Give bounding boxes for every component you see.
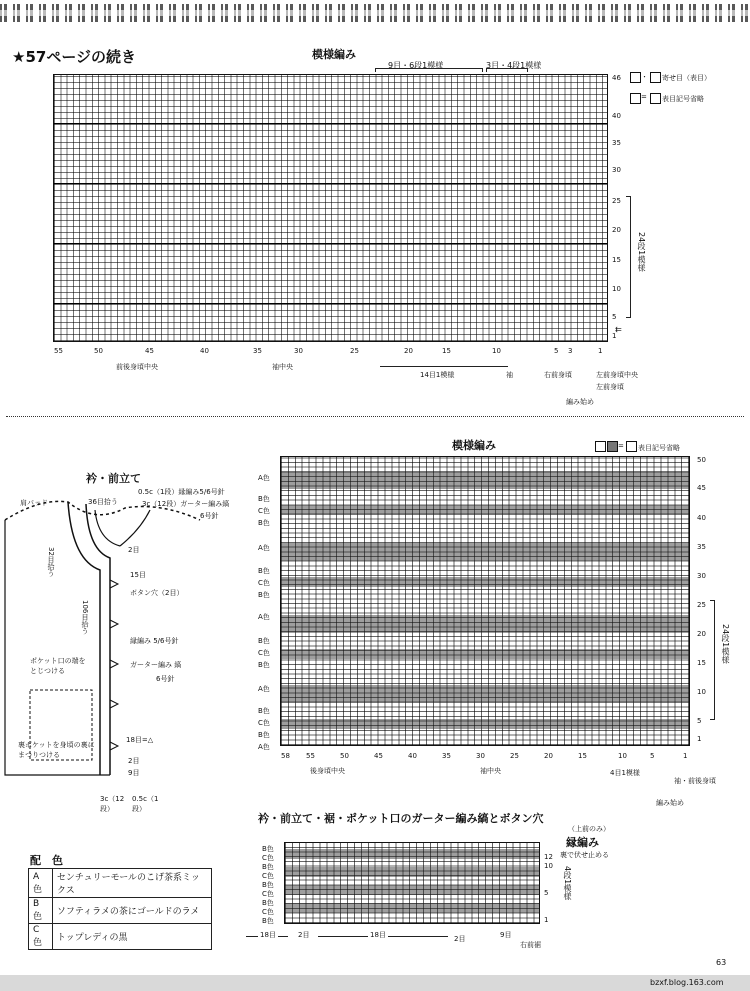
bottom-2-label: 2目 [128,757,140,765]
col-tick: 5 [554,347,559,355]
col-tick: 5 [650,752,655,760]
row-tick: 20 [612,226,621,234]
key-decrease-label: 寄せ目（表目） [662,74,711,82]
repeat-4-label: 4目1模様 [610,769,640,777]
blank-symbol-icon [595,441,606,452]
col-tick: 15 [442,347,451,355]
col-tick: 35 [442,752,451,760]
row-color-label: B色 [258,495,270,503]
pick-32-label: 32目拾う [47,547,55,577]
color-key-title: 配 色 [30,854,63,867]
collar-title: 衿・前立て [86,472,141,485]
needle-6: 6号針 [200,512,219,520]
pick-106-label: 106目拾う [81,600,89,635]
col-tick: 50 [340,752,349,760]
row-color-label: B色 [262,899,274,907]
color-key-table [28,868,212,950]
bottom-05-label: 0.5c（1段） [132,795,159,813]
repeat-label-a: 9目・6段1模様 [388,61,444,70]
col-18a: 18目 [260,931,276,939]
row-color-label: C色 [262,872,274,880]
col-2b: 2目 [454,935,466,943]
row-tick: 10 [697,688,706,696]
row-color-label: B色 [258,591,270,599]
col-tick: 35 [253,347,262,355]
key-omit-label: 表目記号省略 [662,95,704,103]
two-rows-label: 2目 [128,546,140,554]
col-tick: 58 [281,752,290,760]
row-color-label: A色 [258,613,270,621]
decrease-symbol-icon [630,72,641,83]
row-repeat-label-bottom: 4段1模様 [563,866,572,901]
edge-note: 縁編み 5/6号針 [130,637,179,645]
row-color-label: B色 [262,917,274,925]
col-tick: 15 [578,752,587,760]
right-hem-label: 右前裾 [520,941,541,949]
garter-note-3c: 3c（12段）ガーター編み縞 [142,500,230,508]
row-tick: 15 [697,659,706,667]
edge-note-05: 0.5c（1段）縁編み5/6号針 [138,488,225,496]
eighteen-label: 18目=△ [126,736,154,744]
row-tick: 35 [612,139,621,147]
page-heading: ★57ページの続き [12,48,137,66]
row-tick: 35 [697,543,706,551]
row-color-label: B色 [258,731,270,739]
row-color-label: C色 [258,579,270,587]
row-tick: 5 [697,717,702,725]
col-18b: 18目 [370,931,386,939]
repeat-14-label: 14目1模様 [420,371,455,379]
row-tick: 10 [612,285,621,293]
col-tick: 20 [544,752,553,760]
col-tick: 20 [404,347,413,355]
color-key-label: A色 [29,869,53,898]
row-tick: 45 [697,484,706,492]
row-tick: 12 [544,853,553,861]
row-color-label: A色 [258,685,270,693]
knit-symbol-icon [626,441,637,452]
row-tick: 1 [544,916,549,924]
row-color-label: B色 [258,707,270,715]
row-repeat-label-mid: 24段1模様 [721,624,730,664]
repeat-bracket-b [486,68,528,72]
bottom-3c-label: 3c（12段） [100,795,125,813]
col-tick: 10 [492,347,501,355]
row-color-label: B色 [262,863,274,871]
mid-pattern-chart [280,456,690,746]
row-arrow: ⇇ [615,325,622,334]
row-color-label: C色 [262,854,274,862]
decrease-symbol-icon-2 [650,72,661,83]
col-tick: 10 [618,752,627,760]
row-tick: 1 [612,332,617,340]
bottom-garter-chart [284,842,540,924]
bottom-9-label: 9目 [128,769,140,777]
row-repeat-label: 24段1模様 [637,232,646,272]
col-tick: 30 [294,347,303,355]
back-center-label: 後身頃中央 [310,767,345,775]
start-label-mid: 編み始め [656,799,684,807]
buttonhole-label: ボタン穴（2目） [130,589,184,597]
color-key-row [29,898,212,924]
row-color-label: C色 [258,649,270,657]
key-omit-mid: 表目記号省略 [638,444,680,452]
col-tick: 40 [408,752,417,760]
row-tick: 50 [697,456,706,464]
left-front-center-label: 左前身頃中央 [596,371,638,379]
shaded-symbol-icon [607,441,618,452]
right-front-label: 右前身頃 [544,371,572,379]
row-color-label: A色 [258,544,270,552]
row-tick: 25 [612,197,621,205]
col-2a: 2目 [298,931,310,939]
garter-note: ガーター編み 縞 [130,661,182,669]
row-color-label: B色 [258,637,270,645]
col-tick: 1 [683,752,688,760]
repeat-label-b: 3目・4段1模様 [486,61,542,70]
row-color-label: C色 [262,908,274,916]
row-color-label: C色 [258,507,270,515]
page-number: 63 [716,958,727,967]
col-tick: 1 [598,347,603,355]
row-tick: 5 [544,889,549,897]
bottom-title: 衿・前立て・裾・ポケット口のガーター編み縞とボタン穴 [258,812,544,825]
row-tick: 40 [612,112,621,120]
sleeve-label: 袖 [506,371,513,379]
start-label-top: 編み始め [566,398,594,406]
row-color-label: A色 [258,743,270,751]
edge-title: 縁編み [566,836,599,849]
row-tick: 40 [697,514,706,522]
row-total: 46 [612,74,621,82]
blank-symbol-icon [630,93,641,104]
chart-title-mid: 模様編み [452,439,496,452]
left-front-label: 左前身頃 [596,383,624,391]
collar-diagram [0,480,250,810]
row-color-label: B色 [262,845,274,853]
col-tick: 45 [145,347,154,355]
col-9: 9目 [500,931,512,939]
row-tick: 5 [612,313,617,321]
row-tick: 25 [697,601,706,609]
col-tick: 55 [306,752,315,760]
shoulder-pad-label: 肩パッド [20,499,48,507]
row-color-label: C色 [258,719,270,727]
color-key-row [29,869,212,898]
col-tick: 3 [568,347,573,355]
pick-36-label: 36目拾う [88,498,118,506]
section-divider [6,416,744,417]
needle-6b: 6号針 [156,675,175,683]
row-tick: 30 [697,572,706,580]
color-key-value: トップレディの黒 [52,924,211,950]
knit-symbol-icon [650,93,661,104]
fifteen-label: 15目 [130,571,146,579]
row-color-label: A色 [258,474,270,482]
row-tick: 10 [544,862,553,870]
row-color-label: C色 [262,890,274,898]
footer-bar [0,975,750,991]
row-color-label: B色 [258,567,270,575]
row-color-label: B色 [258,519,270,527]
col-tick: 25 [510,752,519,760]
row-tick: 1 [697,735,702,743]
decorative-border-inner [0,10,750,16]
color-key-label: B色 [29,898,53,924]
sleeve-center-label: 袖中央 [272,363,293,371]
col-tick: 55 [54,347,63,355]
sleeve-front-label: 袖・前後身頃 [674,777,716,785]
footer-url: bzxf.blog.163.com [650,978,724,987]
front-back-center-label: 前後身頃中央 [116,363,158,371]
sleeve-center-mid: 袖中央 [480,767,501,775]
pocket-note: ポケット口の端をとじつける [30,657,86,675]
color-key-row [29,924,212,950]
col-tick: 25 [350,347,359,355]
col-tick: 50 [94,347,103,355]
row-color-label: B色 [258,661,270,669]
bottom-subtitle: （上前のみ） [568,825,610,833]
color-key-value: ソフティラメの茶にゴールドのラメ [52,898,211,924]
chart-title-top: 模様編み [312,48,356,61]
repeat-14-line [380,366,508,367]
color-key-value: センチュリーモールのこげ茶系ミックス [52,869,211,898]
col-tick: 45 [374,752,383,760]
col-tick: 30 [476,752,485,760]
row-tick: 15 [612,256,621,264]
color-key-label: C色 [29,924,53,950]
row-color-label: B色 [262,881,274,889]
row-repeat-bracket [626,196,631,318]
row-tick: 30 [612,166,621,174]
row-repeat-bracket [710,600,715,720]
row-tick: 20 [697,630,706,638]
repeat-bracket-a [375,68,483,72]
edge-bindoff-note: 裏で伏せ止める [560,851,609,859]
col-tick: 40 [200,347,209,355]
top-pattern-chart [53,74,608,342]
pocket-back-note: 裏ポケットを身頃の裏にまつりつける [18,741,95,759]
